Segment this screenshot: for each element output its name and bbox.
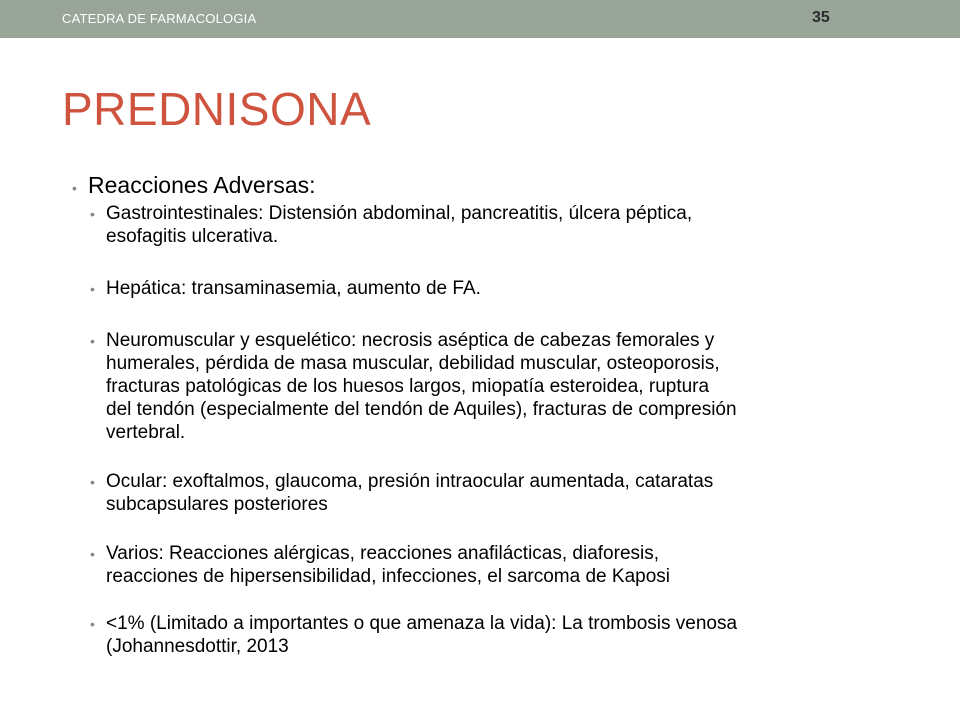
item-line: Ocular: exoftalmos, glaucoma, presión intraocular aumentada, cataratas [106,471,714,492]
bullet-icon: • [72,180,77,196]
bullet-icon: • [90,333,95,349]
slide-number: 35 [812,9,830,26]
item-line: esofagitis ulcerativa. [106,226,279,247]
item-line: <1% (Limitado a importantes o que amenaza la vida): La trombosis venosa [106,613,738,634]
item-line: subcapsulares posteriores [106,494,328,515]
list-item-ocular [106,470,886,516]
section-heading: Reacciones Adversas: [88,172,316,198]
list-item-varios [106,542,886,588]
item-line: Gastrointestinales: Distensión abdominal, pancreatitis, úlcera péptica, [106,203,693,224]
list-item-neuromuscular [106,329,886,444]
item-line: del tendón (especialmente del tendón de Aquiles), fracturas de compresión [106,399,737,420]
list-item-gastrointestinal [106,202,886,248]
item-line: Varios: Reacciones alérgicas, reacciones anafilácticas, diaforesis, [106,543,660,564]
bullet-icon: • [90,206,95,222]
list-item-hepatica [106,277,886,300]
bullet-icon: • [90,616,95,632]
bullet-icon: • [90,281,95,297]
item-line: humerales, pérdida de masa muscular, debilidad muscular, osteoporosis, [106,353,720,374]
item-line: fracturas patológicas de los huesos largos, miopatía esteroidea, ruptura [106,376,710,397]
slide-title: PREDNISONA [62,83,372,135]
item-line: reacciones de hipersensibilidad, infecciones, el sarcoma de Kaposi [106,566,670,587]
bullet-icon: • [90,474,95,490]
bullet-icon: • [90,546,95,562]
item-line: vertebral. [106,422,186,443]
item-line: Hepática: transaminasemia, aumento de FA. [106,278,481,299]
course-name: CATEDRA DE FARMACOLOGIA [62,11,257,26]
list-item-menos-uno-porciento [106,612,886,658]
item-line: (Johannesdottir, 2013 [106,636,289,657]
item-line: Neuromuscular y esquelético: necrosis aséptica de cabezas femorales y [106,330,715,351]
